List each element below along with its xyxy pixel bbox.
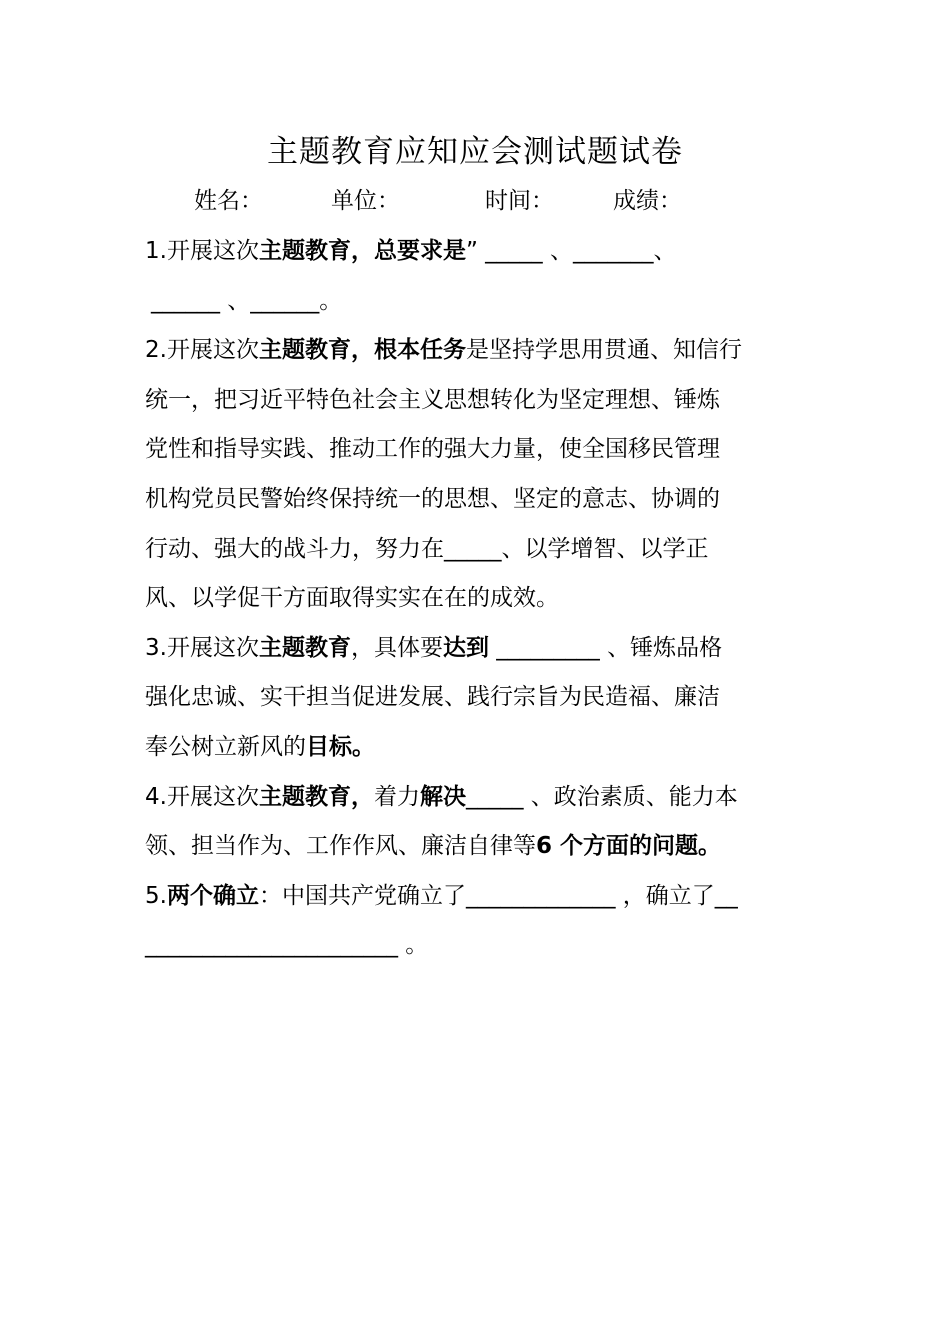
question-line: 机构党员民警始终保持统一的思想、坚定的意志、协调的 — [145, 485, 720, 512]
bold-text: 主题教育 — [258, 634, 351, 661]
bold-text: 解决 — [419, 783, 466, 810]
question-line: 5.两个确立：中国共产党确立了_____________ ，确立了__ — [145, 882, 738, 909]
question-line: 4.开展这次主题教育，着力解决_____ 、政治素质、能力本 — [145, 783, 738, 810]
name-field-label: 姓名： — [194, 188, 263, 214]
bold-text: 6 个方面的问题。 — [536, 833, 722, 860]
question-list — [145, 227, 810, 971]
bold-text: 主题教育，总要求是 — [258, 238, 466, 264]
question-line: 风、以学促干方面取得实实在在的成效。 — [145, 585, 559, 612]
question-3 — [145, 624, 810, 773]
question-line: ______ 、______。 — [151, 287, 343, 314]
unit-field-label: 单位： — [331, 188, 400, 214]
question-5 — [145, 872, 810, 971]
question-4 — [145, 773, 810, 872]
question-line: 党性和指导实践、推动工作的强大力量，使全国移民管理 — [145, 436, 720, 463]
time-field-label: 时间： — [485, 188, 554, 214]
bold-text: 主题教育，根本任务 — [258, 337, 466, 364]
question-line: ______________________ 。 — [145, 932, 429, 959]
question-2 — [145, 326, 810, 624]
question-line: 奉公树立新风的目标。 — [145, 733, 375, 760]
document-title: 主题教育应知应会测试题试卷 — [267, 134, 683, 170]
bold-text: 达到 — [442, 634, 489, 661]
question-line: 1.开展这次主题教育，总要求是” _____ 、_______、 — [145, 238, 677, 264]
bold-text: 主题教育， — [258, 783, 374, 810]
info-row — [0, 180, 950, 222]
question-1 — [145, 227, 810, 326]
question-line: 2.开展这次主题教育，根本任务是坚持学思用贯通、知信行 — [145, 337, 742, 364]
score-field-label: 成绩： — [613, 188, 682, 214]
question-line: 统一，把习近平特色社会主义思想转化为坚定理想、锤炼 — [145, 386, 720, 413]
question-line: 行动、强大的战斗力，努力在_____、以学增智、以学正 — [145, 535, 709, 562]
bold-text: 两个确立 — [166, 882, 259, 909]
question-line: 强化忠诚、实干担当促进发展、践行宗旨为民造福、廉洁 — [145, 684, 720, 711]
question-line: 3.开展这次主题教育，具体要达到 _________ 、锤炼品格 — [145, 634, 723, 661]
bold-text: 目标。 — [306, 733, 375, 760]
question-line: 领、担当作为、工作作风、廉洁自律等6 个方面的问题。 — [145, 833, 722, 860]
